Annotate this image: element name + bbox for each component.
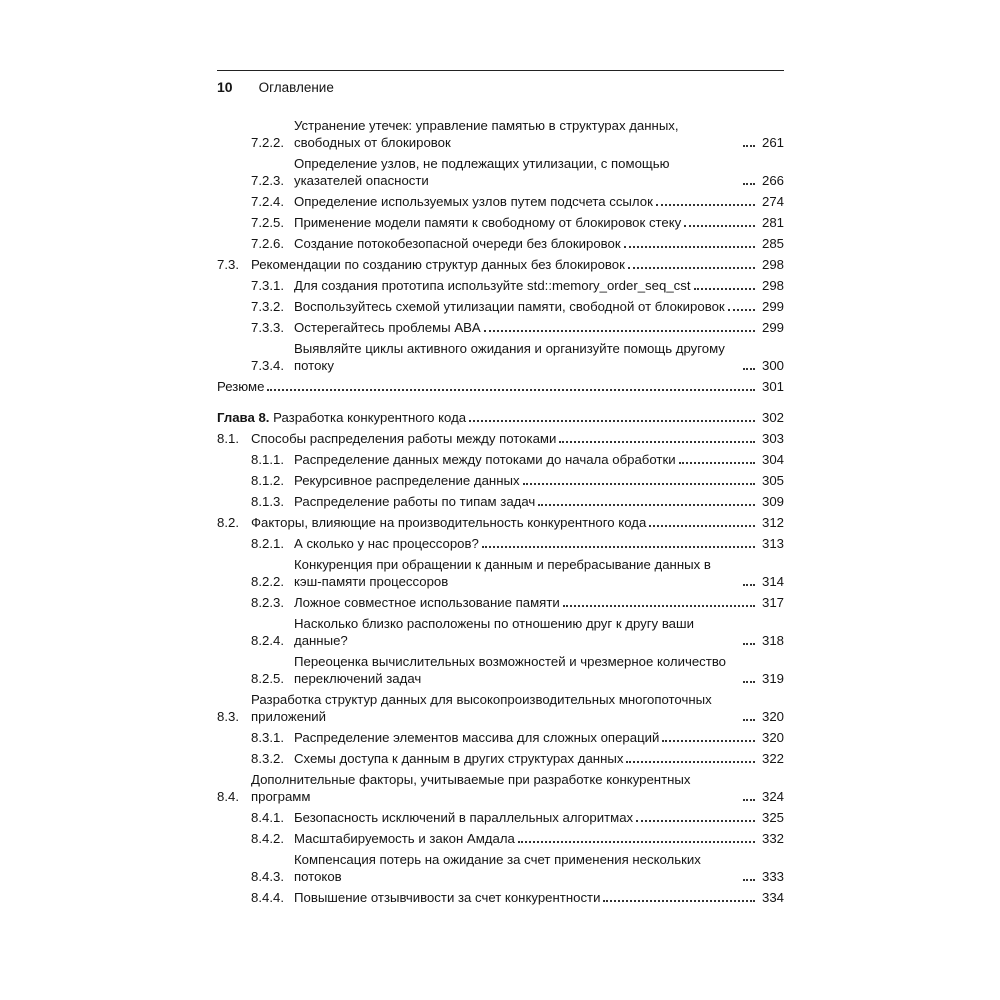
running-header [217, 70, 784, 97]
table-of-contents [217, 117, 784, 910]
dot-leader [559, 440, 755, 443]
toc-entry-page: 317 [761, 595, 784, 610]
toc-entry-page: 322 [761, 751, 784, 766]
toc-chapter-entry [217, 409, 784, 426]
toc-entry-page: 314 [761, 574, 784, 589]
toc-entry-title: Компенсация потерь на ожидание за счет применения нескольких потоков [294, 852, 701, 884]
toc-entry-number: 8.1.3. [251, 494, 284, 509]
dot-leader [482, 545, 755, 548]
toc-entry-number: 7.2.6. [251, 236, 284, 251]
running-title: Оглавление [258, 79, 334, 95]
toc-entry-page: 334 [761, 890, 784, 905]
toc-entry-page: 298 [761, 257, 784, 272]
chapter-name: Разработка конкурентного кода [273, 410, 467, 425]
toc-entry-number: 7.3.3. [251, 320, 284, 335]
toc-entry-page: 320 [761, 730, 784, 745]
toc-entry-number: 8.2.3. [251, 595, 284, 610]
dot-leader [743, 680, 755, 683]
toc-entry-page: 302 [761, 410, 784, 425]
toc-entry-title: Определение используемых узлов путем подсчета ссылок [294, 194, 653, 209]
dot-leader [563, 604, 755, 607]
toc-entry [217, 493, 784, 510]
dot-leader [624, 245, 755, 248]
toc-entry [217, 594, 784, 611]
toc-entry-page: 304 [761, 452, 784, 467]
toc-entry-title: Распределение элементов массива для сложных операций [294, 730, 660, 745]
dot-leader [267, 388, 755, 391]
toc-entry-number: 8.4. [217, 789, 239, 804]
toc-entry-title: Воспользуйтесь схемой утилизации памяти, свободной от блокировок [294, 299, 725, 314]
toc-entry-page: 303 [761, 431, 784, 446]
toc-entry-page: 281 [761, 215, 784, 230]
toc-entry [217, 851, 784, 885]
dot-leader [684, 224, 755, 227]
toc-entry-number: 8.4.2. [251, 831, 284, 846]
toc-entry-number: 8.2.1. [251, 536, 284, 551]
toc-entry-page: 312 [761, 515, 784, 530]
toc-entry-number: 8.4.1. [251, 810, 284, 825]
toc-entry-number: 8.3.2. [251, 751, 284, 766]
toc-entry-number: 8.2.5. [251, 671, 284, 686]
toc-entry-title: Распределение данных между потоками до начала обработки [294, 452, 676, 467]
toc-entry-number: 7.2.4. [251, 194, 284, 209]
toc-entry [217, 556, 784, 590]
dot-leader [636, 819, 755, 822]
dot-leader [523, 482, 755, 485]
dot-leader [743, 642, 755, 645]
dot-leader [743, 798, 755, 801]
toc-section-entry [217, 771, 784, 805]
toc-entry [217, 653, 784, 687]
toc-entry-title: Безопасность исключений в параллельных алгоритмах [294, 810, 634, 825]
toc-entry-title: Повышение отзывчивости за счет конкурентности [294, 890, 601, 905]
toc-entry-number: 7.3.2. [251, 299, 284, 314]
dot-leader [679, 461, 755, 464]
dot-leader [649, 524, 755, 527]
toc-entry-title: Ложное совместное использование памяти [294, 595, 560, 610]
toc-entry [217, 298, 784, 315]
dot-leader [603, 899, 755, 902]
toc-entry [217, 472, 784, 489]
toc-entry-title: Определение узлов, не подлежащих утилизации, с помощью указателей опасности [294, 156, 670, 188]
toc-entry-page: 324 [761, 789, 784, 804]
toc-entry-page: 298 [761, 278, 784, 293]
toc-entry-page: 299 [761, 299, 784, 314]
toc-entry-number: 8.3. [217, 709, 239, 724]
dot-leader [743, 583, 755, 586]
toc-section-entry [217, 514, 784, 531]
toc-entry [217, 615, 784, 649]
toc-entry [217, 117, 784, 151]
toc-entry-number: 7.3.1. [251, 278, 284, 293]
toc-entry-page: 274 [761, 194, 784, 209]
page-number: 10 [217, 79, 233, 95]
toc-entry-page: 285 [761, 236, 784, 251]
toc-entry-number: 8.4.4. [251, 890, 284, 905]
toc-entry-page: 325 [761, 810, 784, 825]
toc-entry-number: 8.2. [217, 515, 239, 530]
dot-leader [743, 182, 755, 185]
dot-leader [484, 329, 755, 332]
toc-entry-page: 320 [761, 709, 784, 724]
toc-entry-title: Для создания прототипа используйте std::memory_order_seq_cst [294, 278, 691, 293]
dot-leader [538, 503, 755, 506]
dot-leader [743, 144, 755, 147]
toc-entry [217, 277, 784, 294]
toc-section-entry [217, 691, 784, 725]
toc-entry-page: 266 [761, 173, 784, 188]
toc-entry [217, 235, 784, 252]
toc-entry [217, 155, 784, 189]
toc-chapter-title [217, 409, 466, 426]
dot-leader [628, 266, 755, 269]
dot-leader [743, 718, 755, 721]
toc-entry-title: Способы распределения работы между потоками [251, 431, 557, 446]
toc-entry [217, 729, 784, 746]
toc-entry-page: 313 [761, 536, 784, 551]
dot-leader [743, 878, 755, 881]
dot-leader [626, 760, 755, 763]
dot-leader [518, 840, 755, 843]
toc-entry [217, 451, 784, 468]
toc-entry-number: 8.2.2. [251, 574, 284, 589]
toc-entry [217, 193, 784, 210]
toc-entry [217, 535, 784, 552]
toc-entry-title: Дополнительные факторы, учитываемые при разработке конкурентных программ [251, 772, 691, 804]
toc-entry-page: 300 [761, 358, 784, 373]
toc-entry-title: Схемы доступа к данным в других структурах данных [294, 751, 624, 766]
dot-leader [728, 308, 755, 311]
toc-section-entry [217, 430, 784, 447]
toc-entry [217, 889, 784, 906]
toc-entry-number: 7.2.5. [251, 215, 284, 230]
toc-entry-title: Масштабируемость и закон Амдала [294, 831, 515, 846]
toc-entry-number: 7.3.4. [251, 358, 284, 373]
toc-entry-number: 7.2.2. [251, 135, 284, 150]
toc-entry-title: Конкуренция при обращении к данным и перебрасывание данных в кэш-памяти процессоров [294, 557, 711, 589]
toc-entry-number: 8.1. [217, 431, 239, 446]
toc-entry-title: Остерегайтесь проблемы ABA [294, 320, 481, 335]
toc-entry-title: Резюме [217, 379, 265, 394]
toc-entry-title: Рекомендации по созданию структур данных без блокировок [251, 257, 625, 272]
toc-entry-title: Насколько близко расположены по отношению друг к другу ваши данные? [294, 616, 694, 648]
dot-leader [694, 287, 755, 290]
toc-entry [217, 214, 784, 231]
toc-entry-title: Создание потокобезопасной очереди без блокировок [294, 236, 621, 251]
toc-entry [217, 809, 784, 826]
toc-entry-page: 299 [761, 320, 784, 335]
dot-leader [662, 739, 755, 742]
toc-entry-page: 319 [761, 671, 784, 686]
toc-entry-page: 309 [761, 494, 784, 509]
toc-entry-title: Рекурсивное распределение данных [294, 473, 520, 488]
toc-entry [217, 319, 784, 336]
toc-entry-title: Переоценка вычислительных возможностей и чрезмерное количество переключений задач [294, 654, 727, 686]
toc-entry-title: А сколько у нас процессоров? [294, 536, 479, 551]
toc-entry-number: 8.3.1. [251, 730, 284, 745]
toc-entry-page: 332 [761, 831, 784, 846]
dot-leader [743, 367, 755, 370]
toc-entry-title: Факторы, влияющие на производительность конкурентного кода [251, 515, 647, 530]
chapter-label: Глава 8. [217, 410, 270, 425]
toc-entry-title: Разработка структур данных для высокопроизводительных многопоточных приложений [251, 692, 712, 724]
toc-entry-page: 305 [761, 473, 784, 488]
dot-leader [656, 203, 755, 206]
toc-section-entry [217, 256, 784, 273]
toc-entry-title: Распределение работы по типам задач [294, 494, 536, 509]
toc-entry [217, 830, 784, 847]
toc-entry-number: 8.2.4. [251, 633, 284, 648]
toc-entry-number: 7.2.3. [251, 173, 284, 188]
toc-entry [217, 340, 784, 374]
toc-entry-page: 333 [761, 869, 784, 884]
toc-entry-number: 8.1.2. [251, 473, 284, 488]
toc-entry-page: 301 [761, 379, 784, 394]
toc-entry-number: 7.3. [217, 257, 239, 272]
toc-entry-title: Применение модели памяти к свободному от блокировок стеку [294, 215, 682, 230]
toc-summary-entry [217, 378, 784, 395]
toc-entry-number: 8.4.3. [251, 869, 284, 884]
toc-entry-number: 8.1.1. [251, 452, 284, 467]
toc-entry-title: Выявляйте циклы активного ожидания и организуйте помощь другому потоку [294, 341, 725, 373]
toc-entry [217, 750, 784, 767]
toc-entry-title: Устранение утечек: управление памятью в структурах данных, свободных от блокировок [294, 118, 679, 150]
toc-entry-page: 318 [761, 633, 784, 648]
toc-entry-page: 261 [761, 135, 784, 150]
dot-leader [469, 419, 755, 422]
